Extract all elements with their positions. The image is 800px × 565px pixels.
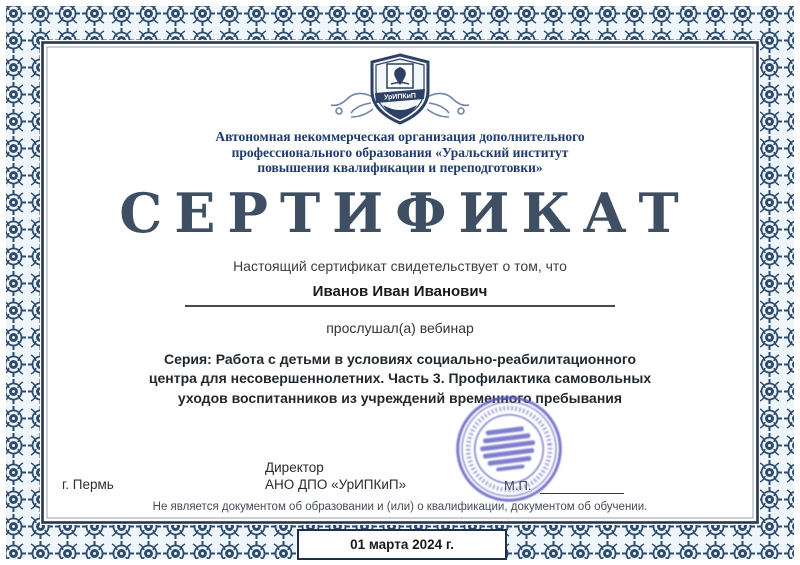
recipient-underline — [185, 305, 615, 307]
course-line: Серия: Работа с детьми в условиях социально-реабилитационного — [163, 350, 637, 367]
intro-text: Настоящий сертификат свидетельствует о том, что — [233, 257, 567, 274]
signature-line — [540, 493, 624, 494]
course-line: центра для несовершеннолетних. Часть 3. Профилактика самовольных — [148, 370, 652, 386]
logo-wrap — [48, 53, 752, 125]
org-line: Автономная некоммерческая организация дополнительного — [215, 129, 585, 144]
certificate-title: СЕРТИФИКАТ — [119, 180, 691, 245]
director-org: АНО ДПО «УрИПКиП» — [265, 477, 407, 492]
organization-name — [48, 129, 752, 176]
city-label: г. Пермь — [62, 477, 114, 492]
course-line: уходов воспитанников из учреждений временного пребывания — [177, 389, 623, 406]
issue-date: 01 марта 2024 г. — [350, 537, 454, 552]
uripkip-logo-icon — [325, 53, 475, 125]
director-title: Директор — [265, 460, 324, 475]
disclaimer-text: Не является документом об образовании и (или) о квалификации, документом об обучении. — [152, 501, 648, 513]
director-block — [265, 459, 406, 493]
certificate-content — [48, 48, 752, 408]
logo-banner-text: УрИПКиП — [383, 92, 417, 102]
seal-place-label: М.П. — [504, 478, 532, 493]
org-line: повышения квалификации и переподготовки» — [257, 160, 543, 175]
action-text: прослушал(а) вебинар — [326, 319, 474, 336]
recipient-name: Иванов Иван Иванович — [312, 282, 488, 300]
issue-date-box — [297, 529, 507, 560]
org-line: профессионального образования «Уральский институт — [231, 144, 569, 160]
course-title — [48, 350, 752, 409]
